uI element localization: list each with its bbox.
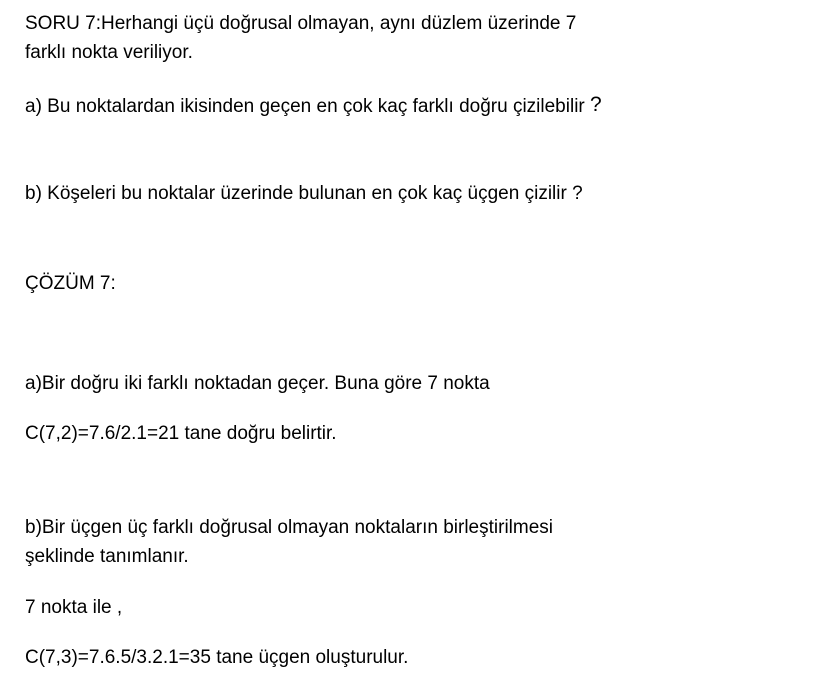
solution-a-line-1: a)Bir doğru iki farklı noktadan geçer. Buna göre 7 nokta bbox=[25, 373, 490, 394]
question-title-line-1: SORU 7:Herhangi üçü doğrusal olmayan, aynı düzlem üzerinde 7 bbox=[25, 13, 577, 34]
solution-b-line-2: şeklinde tanımlanır. bbox=[25, 546, 189, 567]
solution-b-line-3: 7 nokta ile , bbox=[25, 597, 123, 618]
question-part-a-mark: ? bbox=[590, 93, 602, 116]
question-part-b: b) Köşeleri bu noktalar üzerinde bulunan en çok kaç üçgen çizilir ? bbox=[25, 183, 583, 204]
question-part-a bbox=[25, 93, 602, 119]
document-page bbox=[25, 0, 805, 696]
question-part-a-text: a) Bu noktalardan ikisinden geçen en çok kaç farklı doğru çizilebilir bbox=[25, 96, 585, 117]
solution-b-line-1: b)Bir üçgen üç farklı doğrusal olmayan noktaların birleştirilmesi bbox=[25, 517, 554, 538]
solution-a-line-2: C(7,2)=7.6/2.1=21 tane doğru belirtir. bbox=[25, 423, 337, 444]
question-title-line-2: farklı nokta veriliyor. bbox=[25, 42, 193, 63]
solution-heading: ÇÖZÜM 7: bbox=[25, 273, 116, 294]
solution-b-line-4: C(7,3)=7.6.5/3.2.1=35 tane üçgen oluşturulur. bbox=[25, 647, 409, 668]
